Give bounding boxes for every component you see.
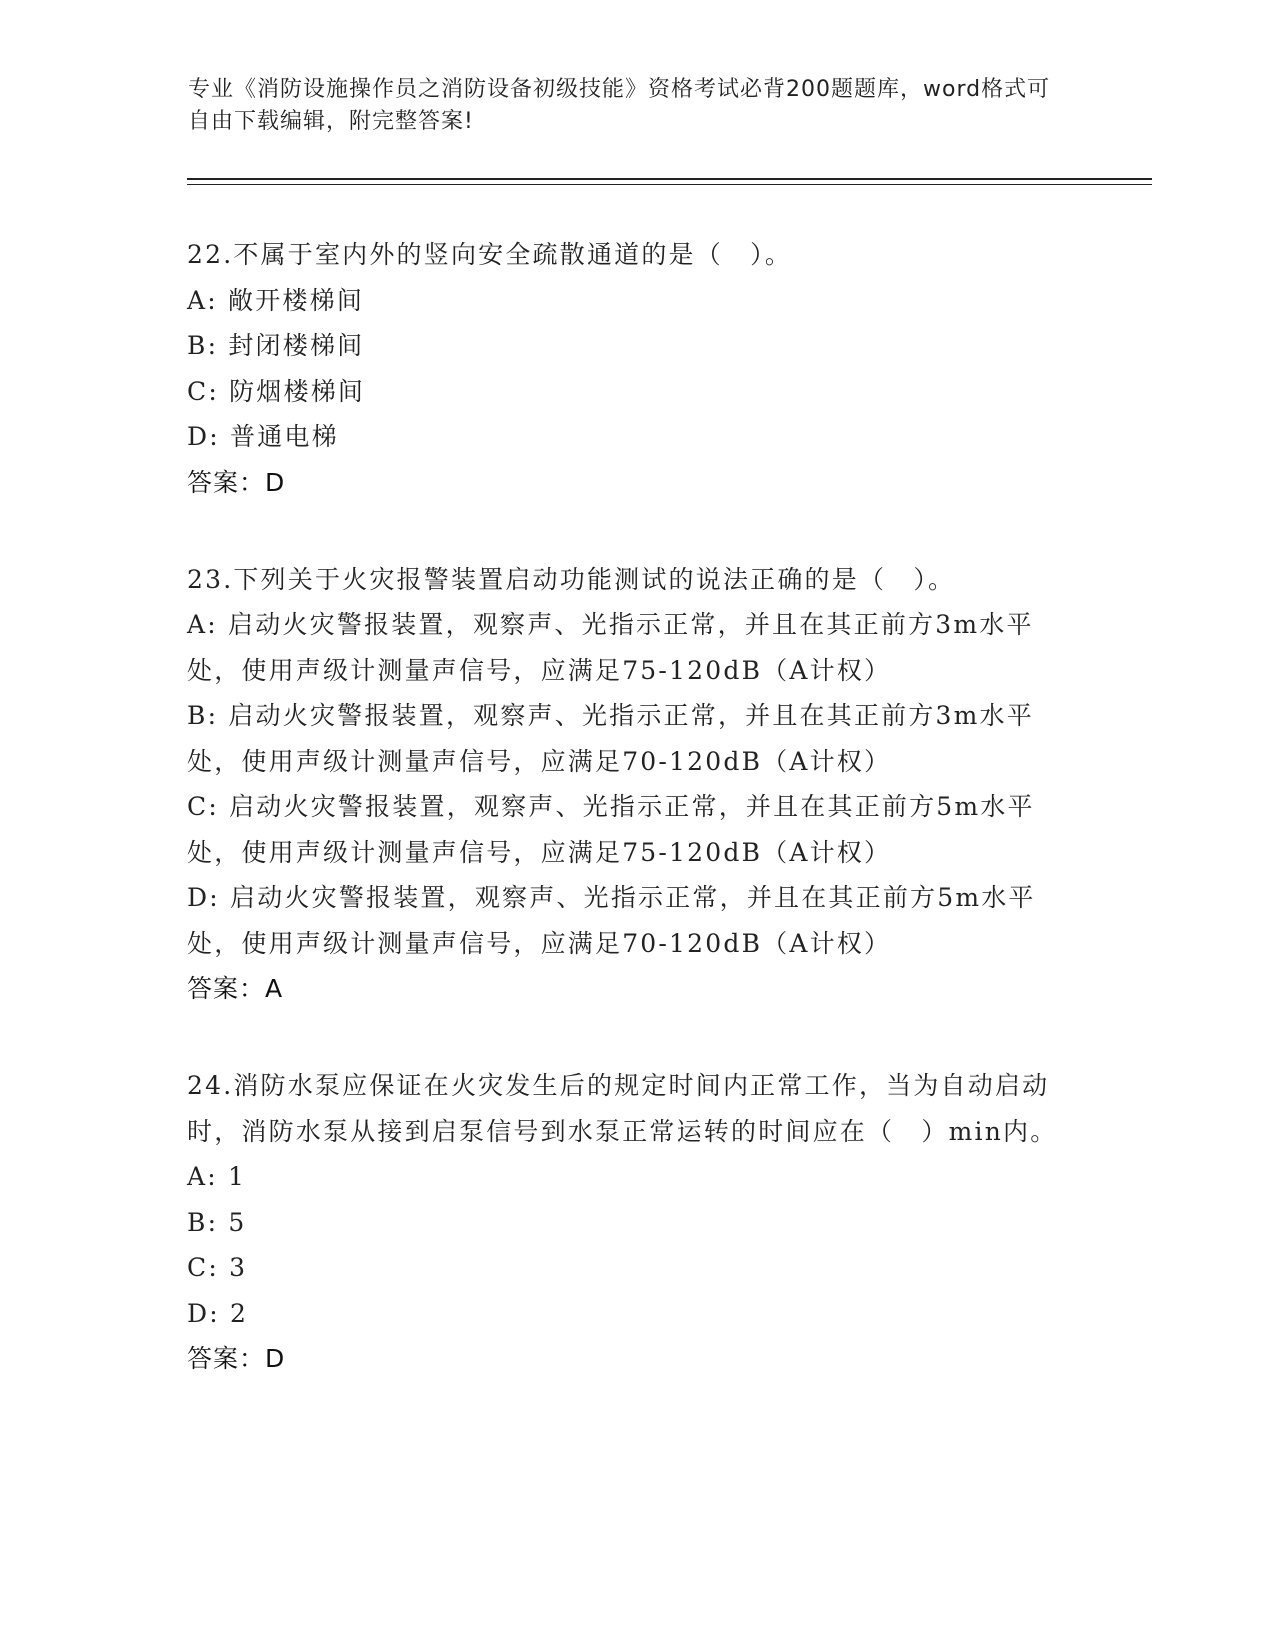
option-b: B: 启动火灾警报装置，观察声、光指示正常，并且在其正前方3m水平处，使用声级计测量声信号，应满足70-120dB（A计权） <box>187 701 1034 776</box>
answer-line: 答案：D <box>187 467 286 497</box>
option-c: C: 3 <box>187 1253 248 1282</box>
question-23 <box>187 557 1087 1013</box>
question-stem: 24.消防水泵应保证在火灾发生后的规定时间内正常工作，当为自动启动时，消防水泵从接到启泵信号到水泵正常运转的时间应在（ ）min内。 <box>187 1071 1058 1146</box>
option-b: B: 5 <box>187 1207 247 1237</box>
header-divider-thin <box>187 184 1152 185</box>
option-c: C: 防烟楼梯间 <box>187 376 366 406</box>
option-a: A: 1 <box>187 1162 247 1191</box>
option-d: D: 普通电梯 <box>187 422 339 451</box>
answer-line: 答案：A <box>187 974 284 1003</box>
question-22 <box>187 232 1087 506</box>
question-stem: 22.不属于室内外的竖向安全疏散通道的是（ ）。 <box>187 240 793 269</box>
option-d: D: 2 <box>187 1298 249 1328</box>
answer-line: 答案：D <box>187 1344 286 1373</box>
question-24 <box>187 1063 1087 1382</box>
question-stem: 23.下列关于火灾报警装置启动功能测试的说法正确的是（ ）。 <box>187 564 956 594</box>
option-d: D: 启动火灾警报装置，观察声、光指示正常，并且在其正前方5m水平处，使用声级计测量声信号，应满足70-120dB（A计权） <box>187 883 1036 958</box>
option-b: B: 封闭楼梯间 <box>187 331 365 360</box>
document-header <box>188 74 1068 138</box>
option-a: A: 敞开楼梯间 <box>187 285 365 315</box>
option-c: C: 启动火灾警报装置，观察声、光指示正常，并且在其正前方5m水平处，使用声级计测量声信号，应满足75-120dB（A计权） <box>187 792 1035 867</box>
question-list <box>187 232 1087 1433</box>
option-a: A: 启动火灾警报装置，观察声、光指示正常，并且在其正前方3m水平处，使用声级计测量声信号，应满足75-120dB（A计权） <box>187 610 1034 685</box>
header-divider-thick <box>187 178 1152 180</box>
header-text: 专业《消防设施操作员之消防设备初级技能》资格考试必背200题题库，word格式可自由下载编辑，附完整答案! <box>188 77 1051 134</box>
